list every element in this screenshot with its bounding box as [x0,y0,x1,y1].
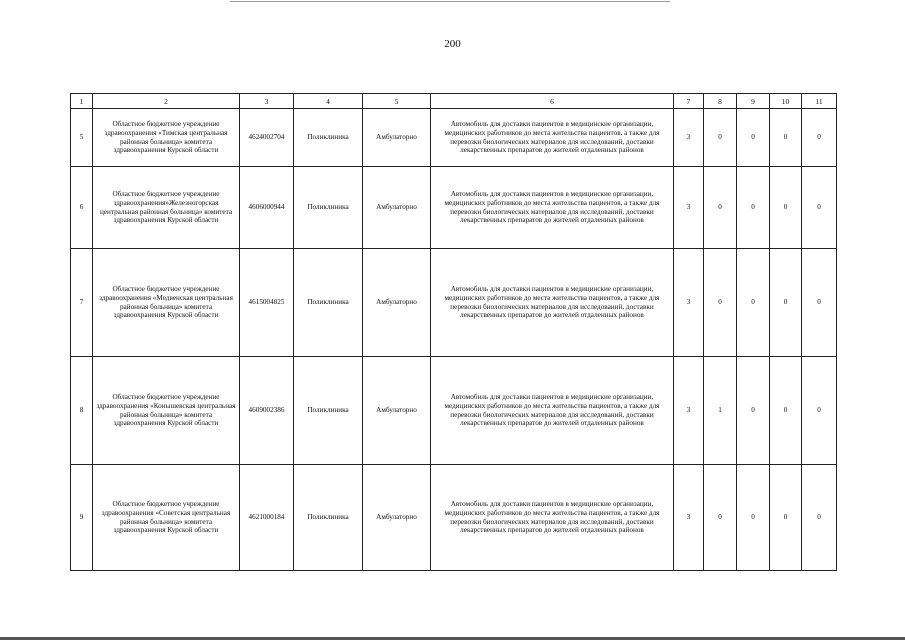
col8-value-cell: 0 [704,249,737,357]
row-number-cell: 6 [71,167,93,249]
col11-value-cell: 0 [802,357,837,465]
col7-value-cell: 3 [674,109,704,167]
column-header: 1 [71,94,93,109]
purpose-cell: Автомобиль для доставки пациентов в медицинские организации, медицинских работников до места жительства пациентов, а также для перевозки биологических материалов для исследований, доставки лекарственных препаратов до жителей отдаленных районов [431,109,674,167]
unit-cell: Поликлиника [294,249,363,357]
col9-value-cell: 0 [737,167,770,249]
unit-cell: Поликлиника [294,167,363,249]
col11-value-cell: 0 [802,465,837,571]
col9-value-cell: 0 [737,249,770,357]
inn-cell: 4621000184 [240,465,294,571]
care-type-cell: Амбулаторно [363,167,431,249]
registry-table [70,93,837,571]
purpose-cell: Автомобиль для доставки пациентов в медицинские организации, медицинских работников до места жительства пациентов, а также для перевозки биологических материалов для исследований, доставки лекарственных препаратов до жителей отдаленных районов [431,465,674,571]
table-row [71,167,837,249]
organization-name-cell: Областное бюджетное учреждение здравоохранения «Тимская центральная районная больница» комитета здравоохранения Курской области [93,109,240,167]
col10-value-cell: 0 [770,167,802,249]
table-row [71,109,837,167]
col8-value-cell: 1 [704,357,737,465]
care-type-cell: Амбулаторно [363,249,431,357]
col11-value-cell: 0 [802,167,837,249]
col11-value-cell: 0 [802,249,837,357]
row-number-cell: 9 [71,465,93,571]
col8-value-cell: 0 [704,465,737,571]
organization-name-cell: Областное бюджетное учреждение здравоохранения «Конышевская центральная районная больница» комитета здравоохранения Курской области [93,357,240,465]
col7-value-cell: 3 [674,357,704,465]
purpose-cell: Автомобиль для доставки пациентов в медицинские организации, медицинских работников до места жительства пациентов, а также для перевозки биологических материалов для исследований, доставки лекарственных препаратов до жителей отдаленных районов [431,357,674,465]
purpose-cell: Автомобиль для доставки пациентов в медицинские организации, медицинских работников до места жительства пациентов, а также для перевозки биологических материалов для исследований, доставки лекарственных препаратов до жителей отдаленных районов [431,249,674,357]
organization-name-cell: Областное бюджетное учреждение здравоохранения «Советская центральная районная больница» комитета здравоохранения Курской области [93,465,240,571]
col7-value-cell: 3 [674,465,704,571]
col10-value-cell: 0 [770,249,802,357]
col7-value-cell: 3 [674,167,704,249]
inn-cell: 4606000944 [240,167,294,249]
page-number: 200 [444,38,461,50]
col10-value-cell: 0 [770,465,802,571]
table-row [71,465,837,571]
column-header: 5 [363,94,431,109]
col9-value-cell: 0 [737,357,770,465]
care-type-cell: Амбулаторно [363,465,431,571]
column-header: 10 [770,94,802,109]
organization-name-cell: Областное бюджетное учреждение здравоохранения «Медвенская центральная районная больница» комитета здравоохранения Курской области [93,249,240,357]
col9-value-cell: 0 [737,109,770,167]
scan-edge-top [230,1,670,2]
inn-cell: 4624002704 [240,109,294,167]
unit-cell: Поликлиника [294,465,363,571]
table-row [71,249,837,357]
column-header: 6 [431,94,674,109]
col11-value-cell: 0 [802,109,837,167]
care-type-cell: Амбулаторно [363,357,431,465]
unit-cell: Поликлиника [294,109,363,167]
organization-name-cell: Областное бюджетное учреждение здравоохранения»Железногорская центральная районная больница» комитета здравоохранения Курской области [93,167,240,249]
row-number-cell: 8 [71,357,93,465]
row-number-cell: 5 [71,109,93,167]
column-header: 4 [294,94,363,109]
inn-cell: 4609002386 [240,357,294,465]
table-header-row [71,94,837,109]
col8-value-cell: 0 [704,109,737,167]
column-header: 9 [737,94,770,109]
unit-cell: Поликлиника [294,357,363,465]
care-type-cell: Амбулаторно [363,109,431,167]
table-row [71,357,837,465]
column-header: 2 [93,94,240,109]
col7-value-cell: 3 [674,249,704,357]
purpose-cell: Автомобиль для доставки пациентов в медицинские организации, медицинских работников до места жительства пациентов, а также для перевозки биологических материалов для исследований, доставки лекарственных препаратов до жителей отдаленных районов [431,167,674,249]
col9-value-cell: 0 [737,465,770,571]
column-header: 3 [240,94,294,109]
row-number-cell: 7 [71,249,93,357]
inn-cell: 4615004825 [240,249,294,357]
col10-value-cell: 0 [770,357,802,465]
column-header: 8 [704,94,737,109]
col8-value-cell: 0 [704,167,737,249]
column-header: 7 [674,94,704,109]
col10-value-cell: 0 [770,109,802,167]
column-header: 11 [802,94,837,109]
